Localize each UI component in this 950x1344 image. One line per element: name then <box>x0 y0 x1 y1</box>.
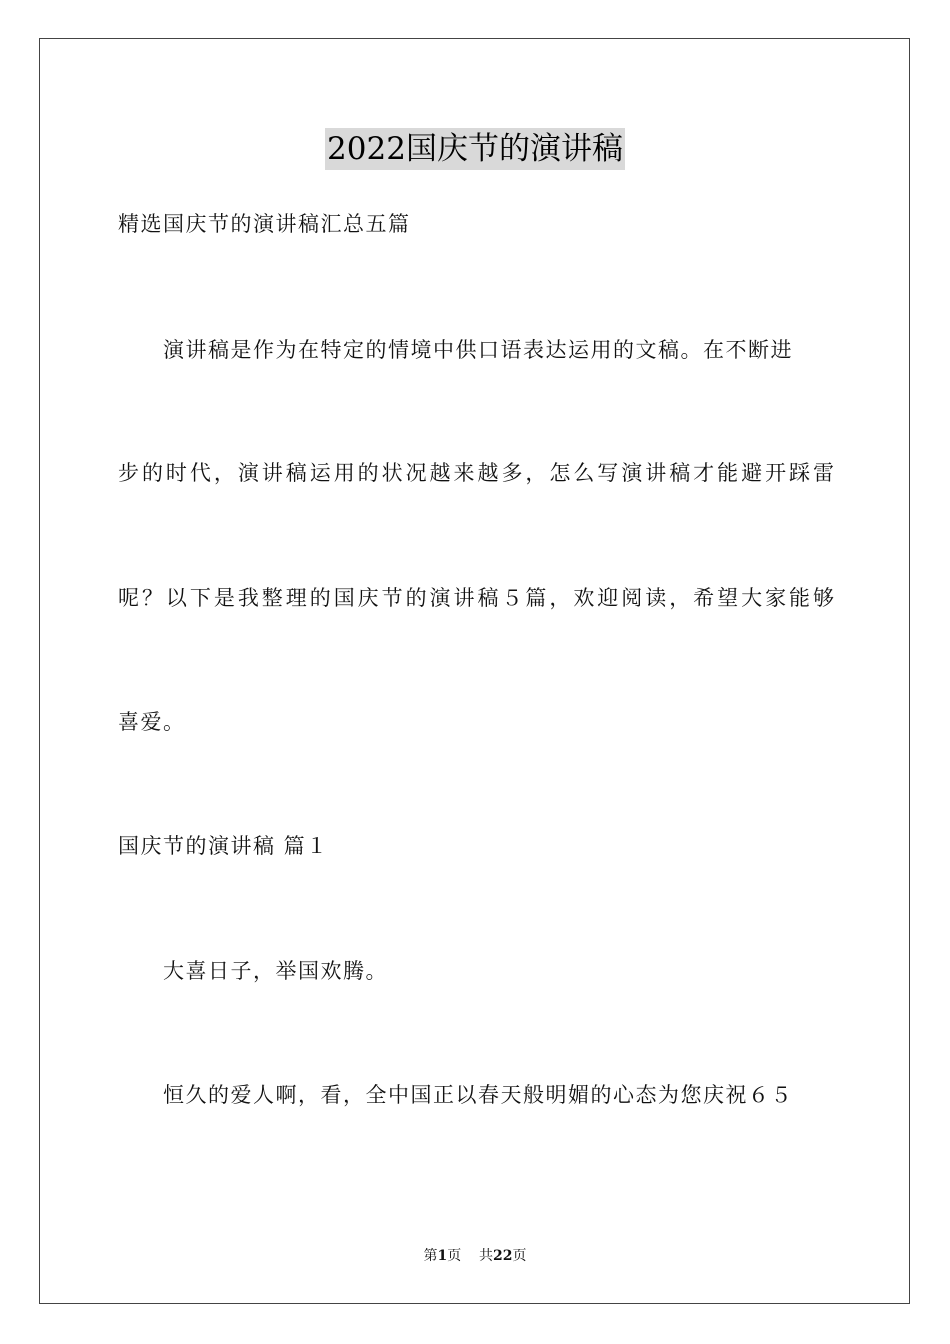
document-title: 2022国庆节的演讲稿 <box>325 128 625 170</box>
paragraph-1: 大喜日子，举国欢腾。 <box>163 959 388 983</box>
page-number: 1 <box>437 1248 448 1264</box>
page-prefix: 第 <box>423 1248 438 1264</box>
total-unit: 页 <box>512 1248 527 1264</box>
total-pages: 22 <box>493 1248 513 1264</box>
paragraph-2: 恒久的爱人啊，看，全中国正以春天般明媚的心态为您庆祝６５ <box>163 1083 793 1107</box>
section-heading: 国庆节的演讲稿 篇１ <box>118 834 329 858</box>
intro-line-2: 步的时代，演讲稿运用的状况越来越多，怎么写演讲稿才能避开踩雷 <box>118 461 834 485</box>
page-footer <box>0 1247 950 1265</box>
document-title-container <box>0 128 950 170</box>
intro-line-3: 呢？以下是我整理的国庆节的演讲稿５篇，欢迎阅读，希望大家能够 <box>118 586 834 610</box>
page-unit: 页 <box>447 1248 462 1264</box>
intro-line-4: 喜爱。 <box>118 710 186 734</box>
document-subtitle: 精选国庆节的演讲稿汇总五篇 <box>118 212 411 236</box>
total-prefix: 共 <box>479 1248 494 1264</box>
intro-line-1: 演讲稿是作为在特定的情境中供口语表达运用的文稿。在不断进 <box>163 338 793 362</box>
